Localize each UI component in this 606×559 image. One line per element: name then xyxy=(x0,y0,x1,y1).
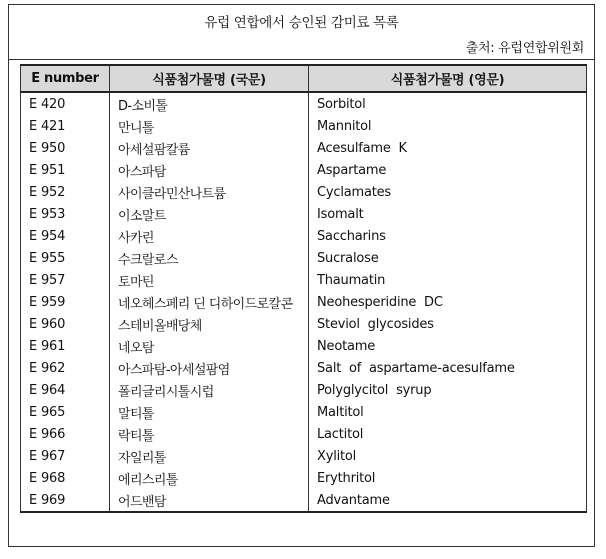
e-number-cell: E 961 xyxy=(21,335,110,357)
english-name-cell: Sucralose xyxy=(309,247,587,269)
english-name-cell: Sorbitol xyxy=(309,92,587,115)
korean-name-cell: 사카린 xyxy=(110,225,309,247)
korean-name-cell: 아세설팜칼륨 xyxy=(110,137,309,159)
korean-name-cell: 자일리톨 xyxy=(110,445,309,467)
korean-name-cell: D-소비톨 xyxy=(110,92,309,115)
korean-name-cell: 아스파탐 xyxy=(110,159,309,181)
table-row xyxy=(21,269,587,291)
korean-name-cell: 네오헤스페리 딘 디하이드로칼콘 xyxy=(110,291,309,313)
korean-name-cell: 폴리글리시톨시럽 xyxy=(110,379,309,401)
table-row xyxy=(21,92,587,115)
english-name-cell: Lactitol xyxy=(309,423,587,445)
korean-name-cell: 사이클라민산나트륨 xyxy=(110,181,309,203)
e-number-cell: E 950 xyxy=(21,137,110,159)
english-name-cell: Xylitol xyxy=(309,445,587,467)
korean-name-cell: 어드밴탐 xyxy=(110,489,309,512)
korean-name-cell: 스테비올배당체 xyxy=(110,313,309,335)
table-row xyxy=(21,467,587,489)
e-number-cell: E 953 xyxy=(21,203,110,225)
table-row xyxy=(21,379,587,401)
english-name-cell: Erythritol xyxy=(309,467,587,489)
header-divider xyxy=(9,59,594,60)
korean-name-cell: 네오탐 xyxy=(110,335,309,357)
korean-name-cell: 에리스리톨 xyxy=(110,467,309,489)
e-number-cell: E 957 xyxy=(21,269,110,291)
korean-name-cell: 만니톨 xyxy=(110,115,309,137)
korean-name-cell: 아스파탐-아세설팜염 xyxy=(110,357,309,379)
e-number-cell: E 969 xyxy=(21,489,110,512)
e-number-cell: E 966 xyxy=(21,423,110,445)
table-row xyxy=(21,225,587,247)
e-number-cell: E 959 xyxy=(21,291,110,313)
e-number-cell: E 968 xyxy=(21,467,110,489)
english-name-cell: Cyclamates xyxy=(309,181,587,203)
korean-name-cell: 토마틴 xyxy=(110,269,309,291)
korean-name-cell: 락티톨 xyxy=(110,423,309,445)
e-number-cell: E 952 xyxy=(21,181,110,203)
sweetener-table xyxy=(20,64,587,513)
e-number-cell: E 964 xyxy=(21,379,110,401)
english-name-cell: Acesulfame K xyxy=(309,137,587,159)
table-row xyxy=(21,247,587,269)
table-row xyxy=(21,489,587,512)
english-name-cell: Polyglycitol syrup xyxy=(309,379,587,401)
table-row xyxy=(21,313,587,335)
english-name-cell: Salt of aspartame-acesulfame xyxy=(309,357,587,379)
table-row xyxy=(21,159,587,181)
e-number-cell: E 965 xyxy=(21,401,110,423)
e-number-cell: E 420 xyxy=(21,92,110,115)
e-number-cell: E 967 xyxy=(21,445,110,467)
english-name-cell: Saccharins xyxy=(309,225,587,247)
english-name-cell: Neohesperidine DC xyxy=(309,291,587,313)
english-name-cell: Thaumatin xyxy=(309,269,587,291)
english-name-cell: Advantame xyxy=(309,489,587,512)
english-name-cell: Maltitol xyxy=(309,401,587,423)
table-row xyxy=(21,445,587,467)
column-header-korean-name: 식품첨가물명 (국문) xyxy=(110,65,309,92)
table-row xyxy=(21,203,587,225)
e-number-cell: E 421 xyxy=(21,115,110,137)
table-row xyxy=(21,357,587,379)
source-note: 출처: 유럽연합위원회 xyxy=(465,41,584,56)
table-header-row xyxy=(21,65,587,92)
e-number-cell: E 962 xyxy=(21,357,110,379)
e-number-cell: E 960 xyxy=(21,313,110,335)
e-number-cell: E 954 xyxy=(21,225,110,247)
english-name-cell: Mannitol xyxy=(309,115,587,137)
korean-name-cell: 수크랄로스 xyxy=(110,247,309,269)
e-number-cell: E 951 xyxy=(21,159,110,181)
table-row xyxy=(21,401,587,423)
english-name-cell: Neotame xyxy=(309,335,587,357)
english-name-cell: Isomalt xyxy=(309,203,587,225)
table-row xyxy=(21,335,587,357)
table-body xyxy=(21,92,587,512)
table-row xyxy=(21,115,587,137)
korean-name-cell: 이소말트 xyxy=(110,203,309,225)
column-header-english-name: 식품첨가물명 (영문) xyxy=(309,65,587,92)
table-row xyxy=(21,137,587,159)
document-title: 유럽 연합에서 승인된 감미료 목록 xyxy=(204,15,399,31)
english-name-cell: Steviol glycosides xyxy=(309,313,587,335)
document-frame xyxy=(8,4,595,547)
korean-name-cell: 말티톨 xyxy=(110,401,309,423)
e-number-cell: E 955 xyxy=(21,247,110,269)
table-row xyxy=(21,181,587,203)
english-name-cell: Aspartame xyxy=(309,159,587,181)
table-row xyxy=(21,291,587,313)
column-header-e-number: E number xyxy=(21,65,110,92)
table-row xyxy=(21,423,587,445)
